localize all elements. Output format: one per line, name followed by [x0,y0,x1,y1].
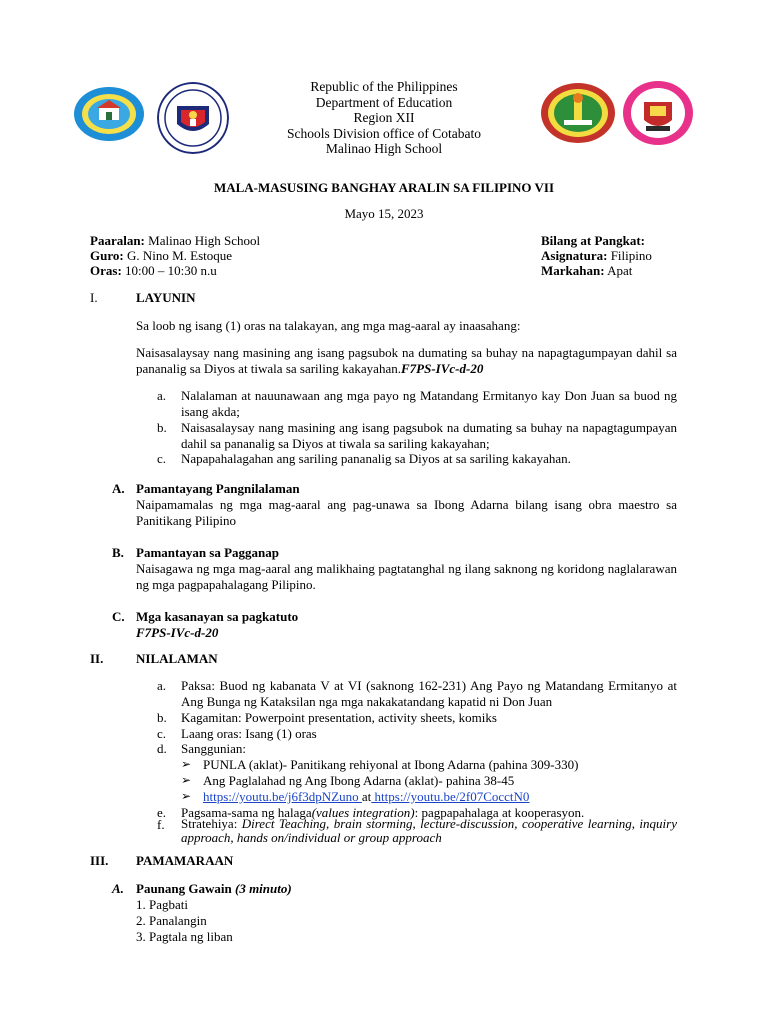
step-panalangin: 2. Panalangin [136,913,207,928]
arrow-bullet-icon: ➢ [181,789,192,803]
list-mark: a. [157,678,167,693]
section-1-number: I. [90,290,98,305]
subsection-a-mark: A. [112,481,125,496]
info-paaralan: Paaralan: Malinao High School [90,233,261,248]
header-line-republic: Republic of the Philippines [310,79,458,94]
list-mark: f. [157,817,165,832]
step-pagtala: 3. Pagtala ng liban [136,929,233,944]
youtube-link-2[interactable]: https://youtu.be/2f07CocctN0 [371,789,530,804]
section-1-intro: Sa loob ng isang (1) oras na talakayan, ang mga mag-aaral ay inaasahang: [136,318,521,333]
subsection-a-title: Pamantayang Pangnilalaman [136,481,300,496]
youtube-link-1[interactable]: https://youtu.be/j6f3dpNZuno [203,789,362,804]
subsection-c-code: F7PS-IVc-d-20 [136,625,219,640]
list-mark: e. [157,805,167,820]
content-kagamitan: Kagamitan: Powerpoint presentation, activity sheets, komiks [181,710,497,725]
subsection-b-title: Pamantayan sa Pagganap [136,545,280,560]
document-date: Mayo 15, 2023 [344,206,424,221]
header-block [0,79,768,157]
document-title: MALA-MASUSING BANGHAY ARALIN SA FILIPINO VII [213,180,555,195]
objective-item-a: Nalalaman at nauunawaan ang mga payo ng Matandang Ermitanyo kay Don Juan sa buod ng isang akda; [181,388,677,419]
list-mark: b. [157,420,167,435]
header-line-department: Department of Education [315,94,453,110]
content-paksa: Paksa: Buod ng kabanata V at VI (saknong 162-231) Ang Payo ng Matandang Ermitanyo at Ang Bunga ng Kataksilan nga mga nakakatandang kapatid ni Don Juan [181,678,677,709]
content-laang-oras: Laang oras: Isang (1) oras [181,726,317,741]
header-line-school: Malinao High School [325,141,443,156]
section-2-number: II. [90,651,104,666]
subsection-a-text: Naipamamalas ng mga mag-aaral ang pag-unawa sa Ibong Adarna bilang isang obra maestro sa Panitikang Pilipino [136,497,677,528]
list-mark: c. [157,726,167,741]
section-3-title: PAMAMARAAN [136,853,234,868]
info-left [90,233,260,278]
section-3-number: III. [90,853,109,868]
list-mark: d. [157,741,167,756]
section-1-objective: Naisasalaysay nang masining ang isang pagsubok na dumating sa buhay na napagtagumpayan dahil sa pananalig sa Diyos at tiwala sa sariling kakayahan.F7PS-IVc-d-20 [136,345,677,376]
info-bilang: Bilang at Pangkat: [541,233,646,248]
reference-links: https://youtu.be/j6f3dpNZuno at https://youtu.be/2f07CocctN0 [203,789,530,804]
objective-item-b: Naisasalaysay nang masining ang isang pagsubok na dumating sa buhay na napagtagumpayan dahil sa pananalig sa Diyos at tiwala sa sariling kakayahan; [181,420,677,451]
subsection-c-mark: C. [112,609,125,624]
subsection-3a-mark: A. [112,881,124,896]
subsection-c-title: Mga kasanayan sa pagkatuto [136,609,299,624]
info-oras: Oras: 10:00 – 10:30 n.u [90,263,217,278]
header-line-division: Schools Division office of Cotabato [287,125,481,141]
list-mark: b. [157,710,167,725]
objective-item-c: Napapahalagahan ang sariling pananalig sa Diyos at sa sariling kakayahan. [181,451,571,466]
header-line-region: Region XII [353,110,415,125]
info-right [541,233,652,278]
info-asignatura: Asignatura: Filipino [541,248,652,263]
info-guro: Guro: G. Nino M. Estoque [90,248,233,263]
subsection-b-text: Naisagawa ng mga mag-aaral ang malikhaing pagtatanghal ng ilang saknong ng koridong naglalarawan ng mga pagpapahalagang Pilipino. [136,561,677,592]
list-mark: c. [157,451,167,466]
reference-paglalahad: Ang Paglalahad ng Ang Ibong Adarna (aklat)- pahina 38-45 [203,773,515,788]
content-values: Pagsama-sama ng halaga(values integration): pagpapahalaga at kooperasyon. [181,805,585,820]
reference-punla: PUNLA (aklat)- Panitikang rehiyonal at Ibong Adarna (pahina 309-330) [203,757,579,772]
content-stratehiya: Stratehiya: Direct Teaching, brain storming, lecture-discussion, cooperative learning, inquiry approach, hands on/individual or group approach [181,816,677,845]
section-1-title: LAYUNIN [136,290,196,305]
info-markahan: Markahan: Apat [541,263,633,278]
arrow-bullet-icon: ➢ [181,757,192,771]
content-sanggunian: Sanggunian: [181,741,246,756]
step-pagbati: 1. Pagbati [136,897,188,912]
list-mark: a. [157,388,167,403]
subsection-3a-title: Paunang Gawain (3 minuto) [136,881,292,896]
steps-list [136,897,233,945]
section-2-title: NILALAMAN [136,651,218,666]
subsection-b-mark: B. [112,545,124,560]
arrow-bullet-icon: ➢ [181,773,192,787]
